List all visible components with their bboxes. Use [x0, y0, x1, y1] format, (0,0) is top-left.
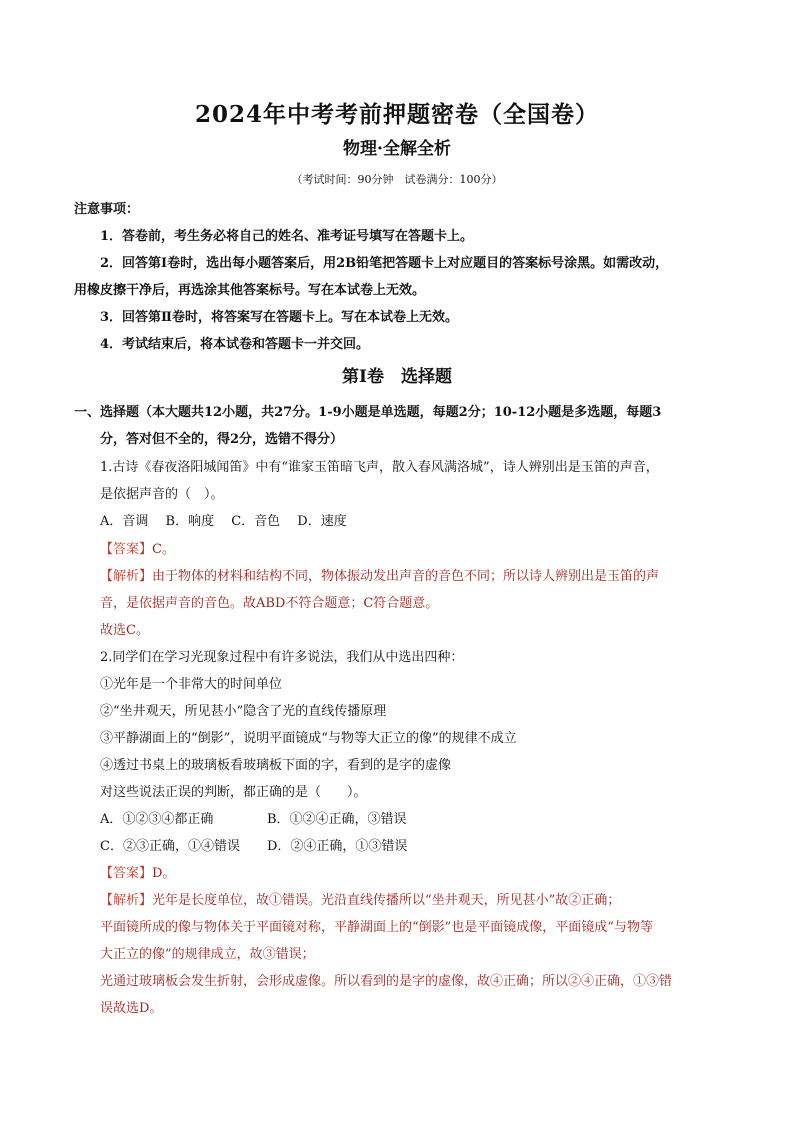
answer-line — [100, 538, 175, 557]
answer-line — [100, 862, 175, 881]
question-stem: 1.古诗《春夜洛阳城闻笛》中有“谁家玉笛暗飞声，散入春风满洛城”，诗人辨别出是玉笛的声音， — [100, 460, 659, 475]
notice-heading: 注意事项： — [74, 202, 140, 217]
option-c: C．②③正确，①④错误 — [100, 839, 240, 854]
analysis-text-part: ①③错 — [633, 974, 673, 989]
section-intro: 分，答对但不全的，得2分，选错不得分） — [100, 432, 344, 447]
analysis-text: 大正立的像”的规律成立，故③错误； — [100, 947, 315, 962]
analysis-text: 平面镜所成的像与物体关于平面镜对称，平静湖面上的“倒影”也是平面镜成像，平面镜成“与物等 — [100, 920, 653, 935]
analysis-tag: 【解析】 — [100, 893, 153, 908]
analysis-text: 音，是依据声音的音色。故ABD不符合题意；C符合题意。 — [100, 596, 439, 611]
notice-item: 2．回答第Ⅰ卷时，选出每小题答案后，用2B铅笔把答题卡上对应题目的答案标号涂黑。如需改动， — [100, 256, 669, 271]
analysis-conclusion: 故选C。 — [100, 623, 149, 638]
notice-item: 用橡皮擦干净后，再选涂其他答案标号。写在本试卷上无效。 — [74, 283, 426, 298]
question-stem: 2.同学们在学习光现象过程中有许多说法，我们从中选出四种： — [100, 650, 464, 665]
answer-tag: 【答案】 — [100, 866, 153, 881]
statement-item: ③平静湖面上的“倒影”，说明平面镜成“与物等大正立的像”的规律不成立 — [100, 731, 517, 746]
option-a: A．①②③④都正确 — [100, 812, 214, 827]
question-ask: 对这些说法正误的判断，都正确的是（ ）。 — [100, 785, 367, 800]
notice-item: 3．回答第Ⅱ卷时，将答案写在答题卡上。写在本试卷上无效。 — [100, 310, 459, 325]
answer-value: D。 — [152, 866, 176, 881]
answer-value: C。 — [152, 542, 175, 557]
analysis-text-part: 光通过玻璃板会发生折射，会形成虚像。所以看到的是字的虚像，故④正确；所以②④正确， — [100, 974, 634, 989]
question-options: A．音调 B．响度 C．音色 D．速度 — [100, 514, 347, 529]
exam-title: 2024年中考考前押题密卷（全国卷） — [194, 101, 599, 128]
exam-meta: （考试时间：90分钟 试卷满分：100分） — [291, 173, 503, 186]
notice-item: 1．答卷前，考生务必将自己的姓名、准考证号填写在答题卡上。 — [100, 229, 474, 244]
section-title: 第Ⅰ卷 选择题 — [342, 367, 452, 387]
question-stem: 是依据声音的（ ）。 — [100, 487, 224, 502]
statement-item: ④透过书桌上的玻璃板看玻璃板下面的字，看到的是字的虚像 — [100, 758, 452, 773]
analysis-text — [100, 970, 672, 989]
answer-tag: 【答案】 — [100, 542, 153, 557]
analysis-line — [100, 565, 659, 584]
option-d: D．②④正确，①③错误 — [267, 839, 408, 854]
analysis-tag: 【解析】 — [100, 569, 153, 584]
analysis-text: 光年是长度单位，故①错误。光沿直线传播所以“坐井观天，所见甚小”故②正确； — [152, 893, 621, 908]
statement-item: ①光年是一个非常大的时间单位 — [100, 677, 283, 692]
notice-item: 4．考试结束后，将本试卷和答题卡一并交回。 — [100, 337, 370, 352]
exam-subtitle: 物理·全解全析 — [343, 139, 451, 159]
option-b: B．①②④正确，③错误 — [267, 812, 407, 827]
analysis-text: 由于物体的材料和结构不同，物体振动发出声音的音色不同；所以诗人辨别出是玉笛的声 — [152, 569, 660, 584]
section-intro: 一、选择题（本大题共12小题，共27分。1-9小题是单选题，每题2分；10-12小题是多选题，每题3 — [74, 405, 662, 420]
analysis-conclusion: 误故选D。 — [100, 1001, 163, 1016]
analysis-line — [100, 889, 620, 908]
statement-item: ②“坐井观天，所见甚小”隐含了光的直线传播原理 — [100, 704, 387, 719]
